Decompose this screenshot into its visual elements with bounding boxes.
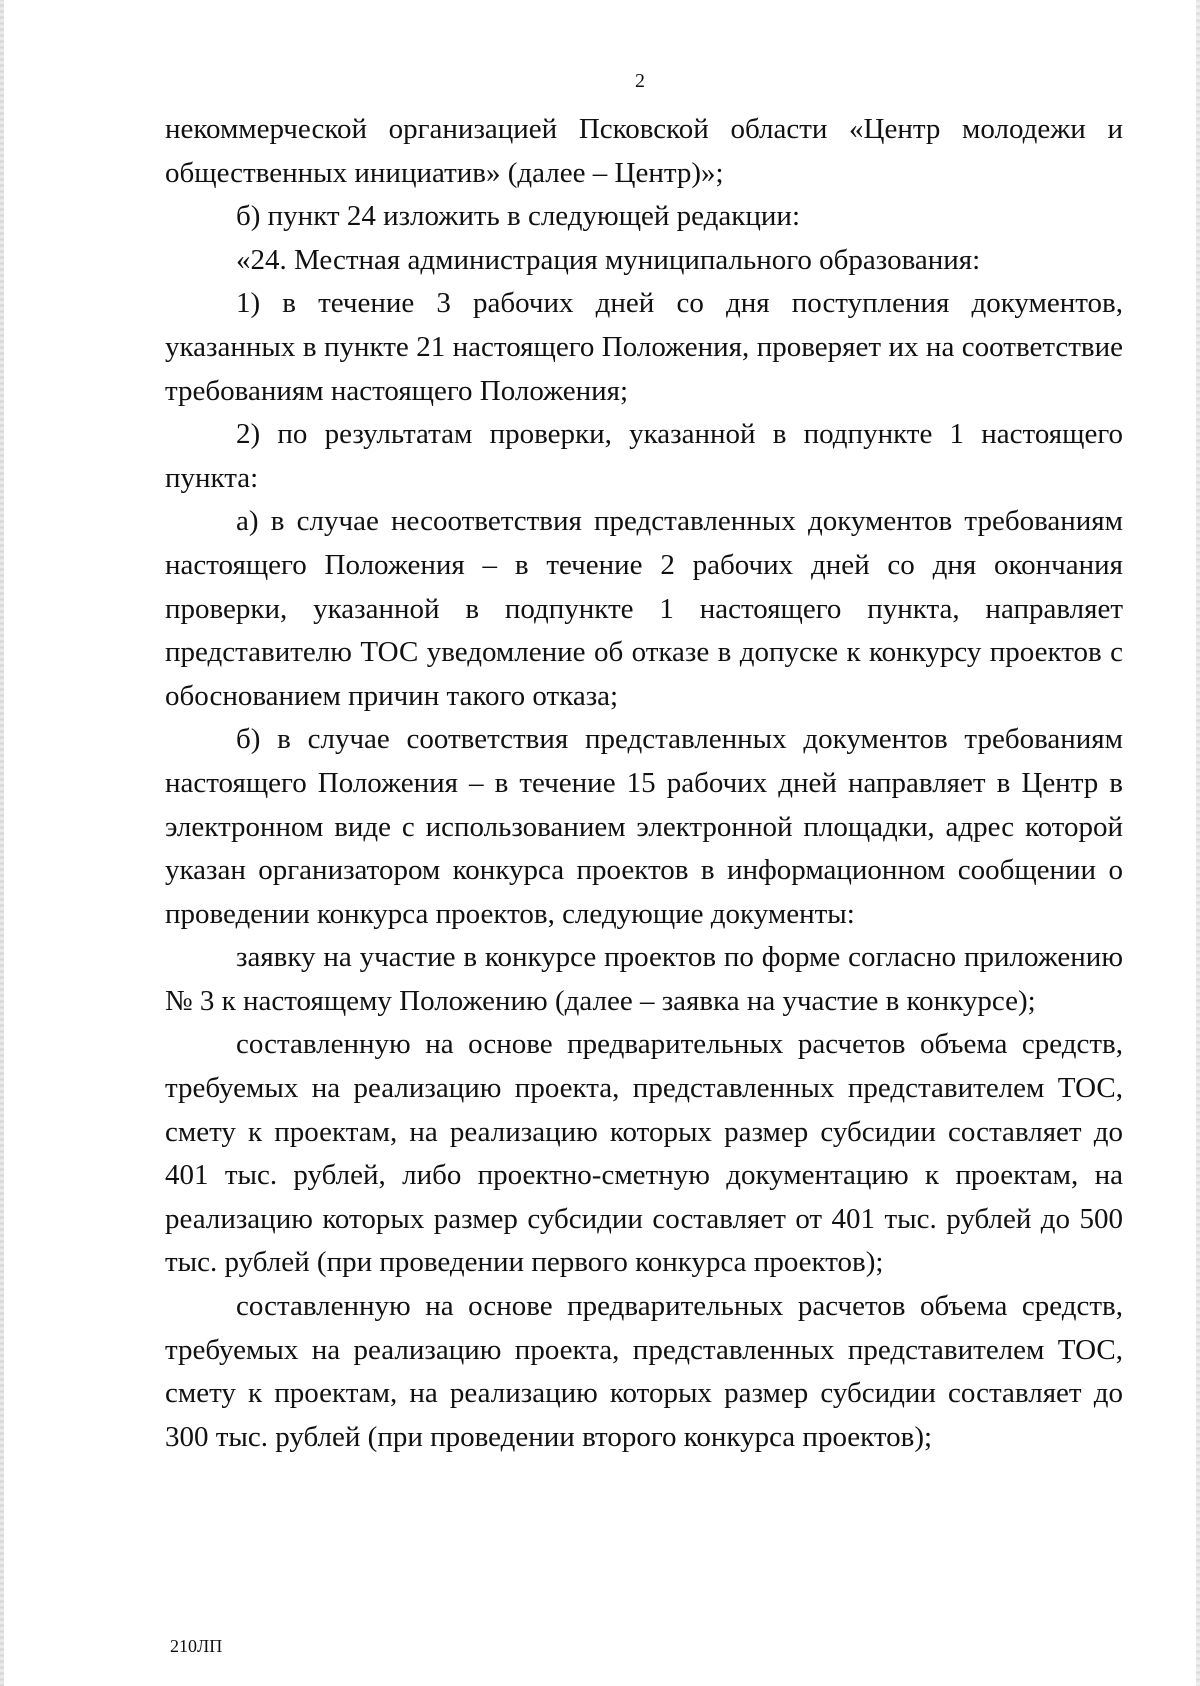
document-body xyxy=(165,108,1123,1459)
paragraph-subpoint-2a: а) в случае несоответствия представленных документов требованиям настоящего Положения – в течение 2 рабочих дней со дня окончания проверки, указанной в подпункте 1 настоящего пункта, направляет представителю ТОС уведомление об отказе в допуске к конкурсу проектов с обоснованием причин такого отказа; xyxy=(165,505,1123,712)
paragraph-subpoint-2: 2) по результатам проверки, указанной в подпункте 1 настоящего пункта: xyxy=(165,418,1123,494)
paragraph-subpoint-2b: б) в случае соответствия представленных документов требованиям настоящего Положения – в течение 15 рабочих дней направляет в Центр в электронном виде с использованием электронной площадки, адрес которой указан организатором конкурса проектов в информационном сообщении о проведении конкурса проектов, следующие документы: xyxy=(165,723,1123,930)
paragraph-estimate-first: составленную на основе предварительных расчетов объема средств, требуемых на реализацию проекта, представленных представителем ТОС, смету к проектам, на реализацию которых размер субсидии составляет до 401 тыс. рублей, либо проектно-сметную документацию к проектам, на реализацию которых размер субсидии составляет от 401 тыс. рублей до 500 тыс. рублей (при проведении первого конкурса проектов); xyxy=(165,1028,1123,1279)
paragraph-continuation: некоммерческой организацией Псковской области «Центр молодежи и общественных инициатив» (далее – Центр)»; xyxy=(165,113,1123,189)
paragraph-application: заявку на участие в конкурсе проектов по форме согласно приложению № 3 к настоящему Положению (далее – заявка на участие в конкурсе); xyxy=(165,941,1123,1017)
paragraph-point-24: «24. Местная администрация муниципального образования: xyxy=(236,243,981,276)
page-number: 2 xyxy=(635,70,645,92)
scan-edge-right xyxy=(1196,0,1200,1686)
footer-document-code: 210ЛП xyxy=(170,1636,223,1656)
paragraph-item-b-intro: б) пункт 24 изложить в следующей редакции: xyxy=(236,200,800,233)
paragraph-subpoint-1: 1) в течение 3 рабочих дней со дня поступления документов, указанных в пункте 21 настоящего Положения, проверяет их на соответствие требованиям настоящего Положения; xyxy=(165,287,1123,407)
paragraph-estimate-second: составленную на основе предварительных расчетов объема средств, требуемых на реализацию проекта, представленных представителем ТОС, смету к проектам, на реализацию которых размер субсидии составляет до 300 тыс. рублей (при проведении второго конкурса проектов); xyxy=(165,1290,1123,1453)
scan-edge-left xyxy=(0,0,4,1686)
